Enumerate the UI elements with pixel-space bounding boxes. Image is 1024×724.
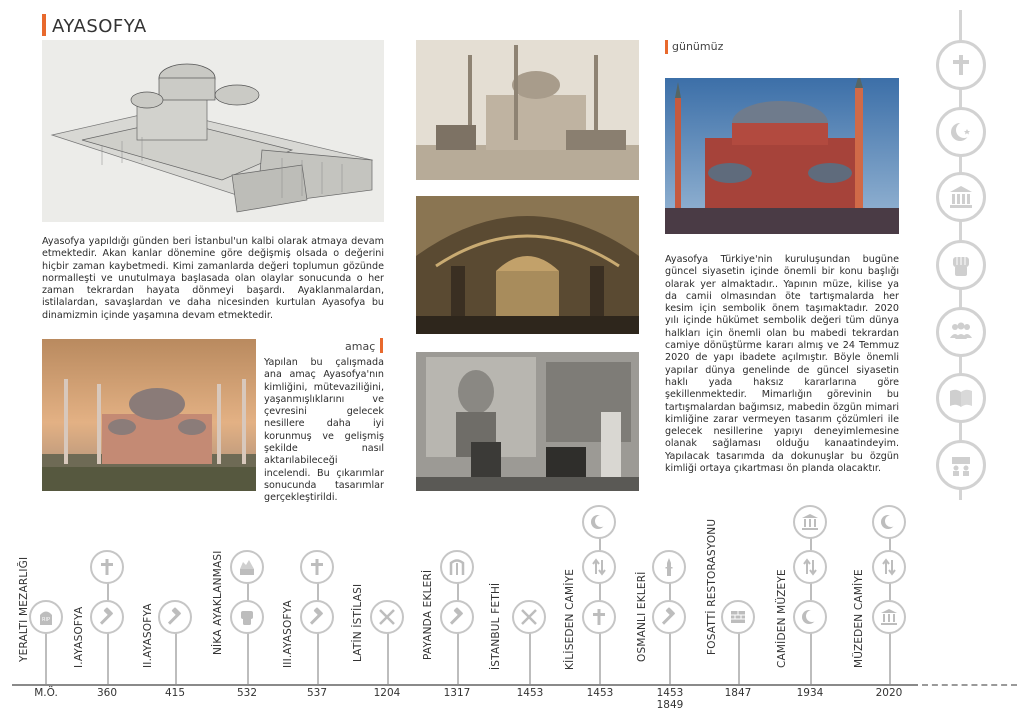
timeline-label-payanda: PAYANDA EKLERİ [422, 569, 434, 660]
hammer-icon [652, 600, 686, 634]
timeline-label-muzeden: MÜZEDEN CAMİYE [853, 569, 865, 668]
timeline-year-1453a: 1453 [516, 687, 544, 699]
hammer-icon [440, 600, 474, 634]
timeline-label-yeralti: YERALTI MEZARLIĞI [18, 556, 30, 662]
timeline-label-istanbul: İSTANBUL FETHİ [490, 582, 502, 670]
historic-drawing-image [42, 40, 384, 222]
cross-icon [582, 600, 616, 634]
book-icon [936, 373, 986, 423]
timeline-label-nika: NİKA AYAKLANMASI [212, 550, 224, 655]
today-photo-image [665, 78, 899, 234]
timeline-label-latin: LATİN İSTİLASI [352, 583, 364, 662]
timeline-label-fosatti: FOSATTİ RESTORASYONU [706, 518, 718, 655]
timeline-stem [175, 630, 177, 684]
cross-icon [300, 550, 334, 584]
buttress-icon [440, 550, 474, 584]
minaret-icon [652, 550, 686, 584]
museum-icon [793, 505, 827, 539]
timeline-year-537: 537 [306, 687, 328, 699]
timeline-label-iii-ayasofya: III.AYASOFYA [282, 600, 294, 668]
timeline-year-2020: 2020 [875, 687, 903, 699]
hammer-icon [300, 600, 334, 634]
purpose-heading: amaç [345, 340, 376, 353]
hammer-icon [90, 600, 124, 634]
timeline-year-1847: 1847 [724, 687, 752, 699]
swap-icon [793, 550, 827, 584]
crescent-icon [872, 505, 906, 539]
timeline-year-1453c: 1453 [656, 687, 684, 699]
timeline-label-osmanli: OSMANLI EKLERİ [636, 571, 648, 662]
page-title: AYASOFYA [52, 16, 147, 37]
museum-icon [872, 600, 906, 634]
timeline-year-1204: 1204 [373, 687, 401, 699]
tombstone-icon [29, 600, 63, 634]
gathering-icon [936, 440, 986, 490]
timeline-future-dash [922, 684, 1017, 686]
brick-icon [721, 600, 755, 634]
crescent-icon [582, 505, 616, 539]
timeline-year-mo: M.Ö. [34, 687, 58, 699]
purpose-accent-bar [380, 338, 383, 353]
timeline-label-camiden: CAMİDEN MÜZEYE [776, 569, 788, 668]
crescent-icon [793, 600, 827, 634]
today-heading: günümüz [672, 40, 724, 53]
restoration-photo-image [416, 352, 639, 491]
fist-icon [230, 600, 264, 634]
today-text: Ayasofya Türkiye'nin kuruluşundan bugüne güncel siyasetin içinde önemli bir konu başlığı olarak yer almaktadır.. Yapının müze, kilise ya da camii olmasından öte tartışmalarda her kesim için sembolik önem taşımaktadır. 2020 yılı içinde hükümet sembolik değeri tüm dünya halkları için önemli olan bu mabedi tekrardan camiye dönüştürme kararı almış ve 24 Temmuz 2020 de yapı ibadete açılmıştır. Böyle önemli yapılar dünya genelinde de güncel siyasetin haklı yada haksız kararlarına göre şekillenmektedir. Mimarlığın görevinin bu tartışmalardan bağımsız, mabedin özgün mimari kimliğine zarar vermeyen tasarım çözümleri ile gelecek nesillerine yapıyı deneyimlemesine olanak sağlaması olduğu kanaatindeyim. Yapılacak tasarımda da dokunuşlar bu özgün kimliği ortaya çıkartması ön planda olacaktır. [665, 254, 899, 475]
crescent-icon [936, 107, 986, 157]
fist-icon [936, 240, 986, 290]
hammer-icon [158, 600, 192, 634]
swap-icon [582, 550, 616, 584]
timeline-axis [12, 684, 918, 686]
timeline-year-532: 532 [236, 687, 258, 699]
timeline-stem [387, 630, 389, 684]
timeline-year-1317: 1317 [443, 687, 471, 699]
swap-icon [872, 550, 906, 584]
timeline-year-1453b: 1453 [586, 687, 614, 699]
svg-text:RIP: RIP [42, 617, 50, 623]
timeline-label-kiliseden: KİLİSEDEN CAMİYE [564, 568, 576, 670]
timeline-year-1849: 1849 [656, 699, 684, 711]
old-photo-exterior-image [416, 40, 639, 180]
cross-icon [936, 40, 986, 90]
people-icon [936, 307, 986, 357]
timeline-year-1934: 1934 [796, 687, 824, 699]
title-accent-bar [42, 14, 46, 36]
cross-icon [90, 550, 124, 584]
intro-text: Ayasofya yapıldığı günden beri İstanbul'un kalbi olarak atmaya devam etmektedir. Akan kanlar dönemine göre değişmiş olsada o değerini hiçbir zaman kaybetmedi. Kimi zamanlarda değeri toplumun gözünde normalleşti ve unutulmaya başlasada olan olaylar sonucunda o her zaman tekrardan hayata dönmeyi başardı. Ayaklanmalardan, istilalardan, savaşlardan ve daha nicesinden kurtulan Ayasofya bu dinamizmin içinde yaşamına devam etmektedir. [42, 236, 384, 321]
timeline-stem [529, 630, 531, 684]
museum-icon [936, 172, 986, 222]
swords-icon [512, 600, 546, 634]
interior-photo-image [416, 196, 639, 334]
sunset-photo-image [42, 339, 256, 491]
timeline-year-415: 415 [164, 687, 186, 699]
timeline-stem [45, 630, 47, 684]
swords-icon [370, 600, 404, 634]
timeline-label-ii-ayasofya: II.AYASOFYA [142, 603, 154, 668]
ruin-icon [230, 550, 264, 584]
timeline-year-360: 360 [96, 687, 118, 699]
today-accent-bar [665, 40, 668, 54]
timeline-stem [738, 630, 740, 684]
timeline-label-i-ayasofya: I.AYASOFYA [73, 606, 85, 668]
purpose-text: Yapılan bu çalışmada ana amaç Ayasofya'nın kimliğini, mütevaziliğini, yaşanmışlıklarını ve çevresini gelecek nesillere daha iyi korunmuş ve gelişmiş şekilde nasıl aktarılabileceği incelendi. Bu çıkarımlar sonucunda tasarımlar gerçekleştirildi. [264, 357, 384, 504]
